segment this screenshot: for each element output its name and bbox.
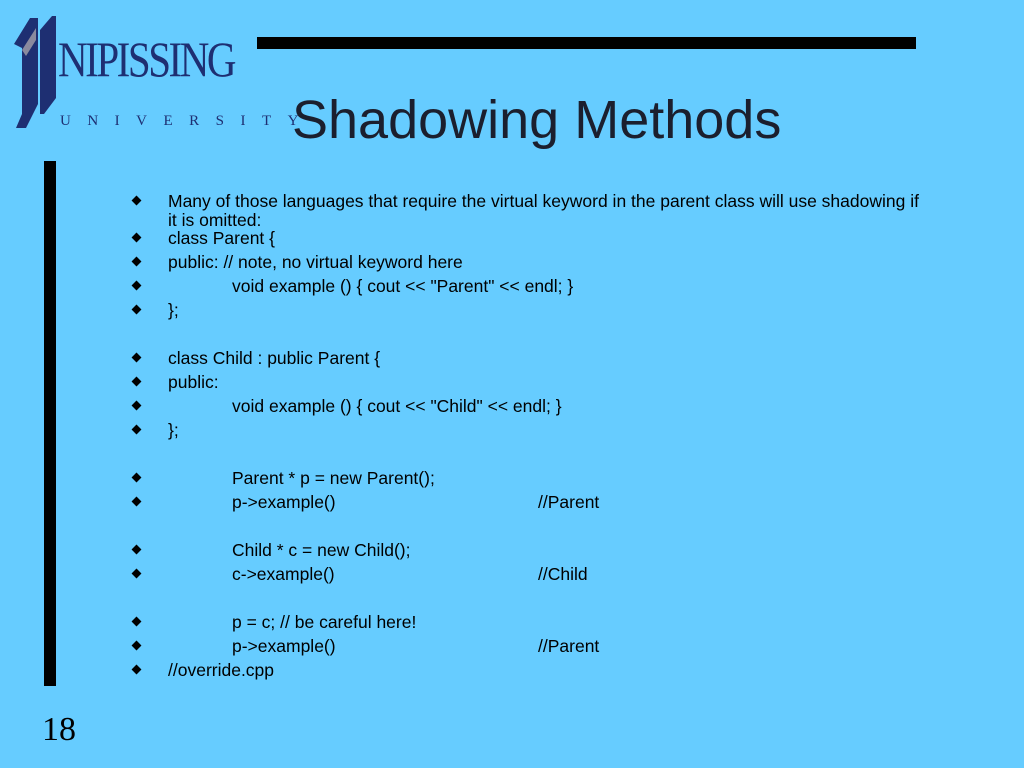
logo-name: NIPISSING (58, 31, 235, 87)
diamond-bullet-icon (132, 617, 142, 627)
bullet-text: }; (168, 420, 179, 440)
list-item (130, 397, 920, 421)
bullet-code: c->example() (232, 564, 335, 584)
bullet-list (130, 192, 920, 685)
list-item (130, 565, 920, 589)
bullet-comment: //Parent (538, 636, 600, 656)
list-item (130, 469, 920, 493)
list-item (130, 541, 920, 565)
list-item (130, 613, 920, 637)
list-item (130, 661, 920, 685)
bullet-text: class Child : public Parent { (168, 348, 381, 368)
page-number: 18 (42, 711, 76, 748)
bullet-text: }; (168, 300, 179, 320)
diamond-bullet-icon (132, 401, 142, 411)
bullet-text: void example () { cout << "Parent" << endl; } (232, 276, 574, 296)
list-item (130, 637, 920, 661)
diamond-bullet-icon (132, 305, 142, 315)
diamond-bullet-icon (132, 569, 142, 579)
list-item (130, 192, 920, 229)
list-item (130, 301, 920, 325)
logo-subtitle: UNIVERSITY (60, 113, 315, 129)
bullet-code: p->example() (232, 492, 336, 512)
diamond-bullet-icon (132, 497, 142, 507)
bullet-text: void example () { cout << "Child" << endl; } (232, 396, 562, 416)
diamond-bullet-icon (132, 641, 142, 651)
bullet-text: Many of those languages that require the virtual keyword in the parent class will use shadowing if it is omitted: (168, 191, 919, 230)
diamond-bullet-icon (132, 196, 142, 206)
bullet-text: class Parent { (168, 228, 275, 248)
bullet-comment: //Child (538, 564, 588, 584)
bullet-text: p = c; // be careful here! (232, 612, 417, 632)
bullet-text: public: (168, 372, 219, 392)
diamond-bullet-icon (132, 233, 142, 243)
diamond-bullet-icon (132, 353, 142, 363)
diamond-bullet-icon (132, 473, 142, 483)
bullet-text: //override.cpp (168, 660, 275, 680)
diamond-bullet-icon (132, 257, 142, 267)
diamond-bullet-icon (132, 665, 142, 675)
list-item (130, 349, 920, 373)
bullet-text: Parent * p = new Parent(); (232, 468, 435, 488)
slide-title: Shadowing Methods (292, 90, 782, 150)
university-logo (12, 14, 315, 130)
diamond-bullet-icon (132, 425, 142, 435)
list-item (130, 421, 920, 445)
diamond-bullet-icon (132, 545, 142, 555)
bullet-text: public: // note, no virtual keyword here (168, 252, 463, 272)
bullet-text: Child * c = new Child(); (232, 540, 411, 560)
side-rule (44, 161, 56, 686)
logo-emblem-icon (12, 14, 60, 130)
list-item (130, 373, 920, 397)
list-item (130, 253, 920, 277)
list-item (130, 229, 920, 253)
list-item (130, 277, 920, 301)
diamond-bullet-icon (132, 377, 142, 387)
diamond-bullet-icon (132, 281, 142, 291)
bullet-code: p->example() (232, 636, 336, 656)
title-rule (257, 37, 916, 49)
bullet-comment: //Parent (538, 492, 600, 512)
list-item (130, 493, 920, 517)
